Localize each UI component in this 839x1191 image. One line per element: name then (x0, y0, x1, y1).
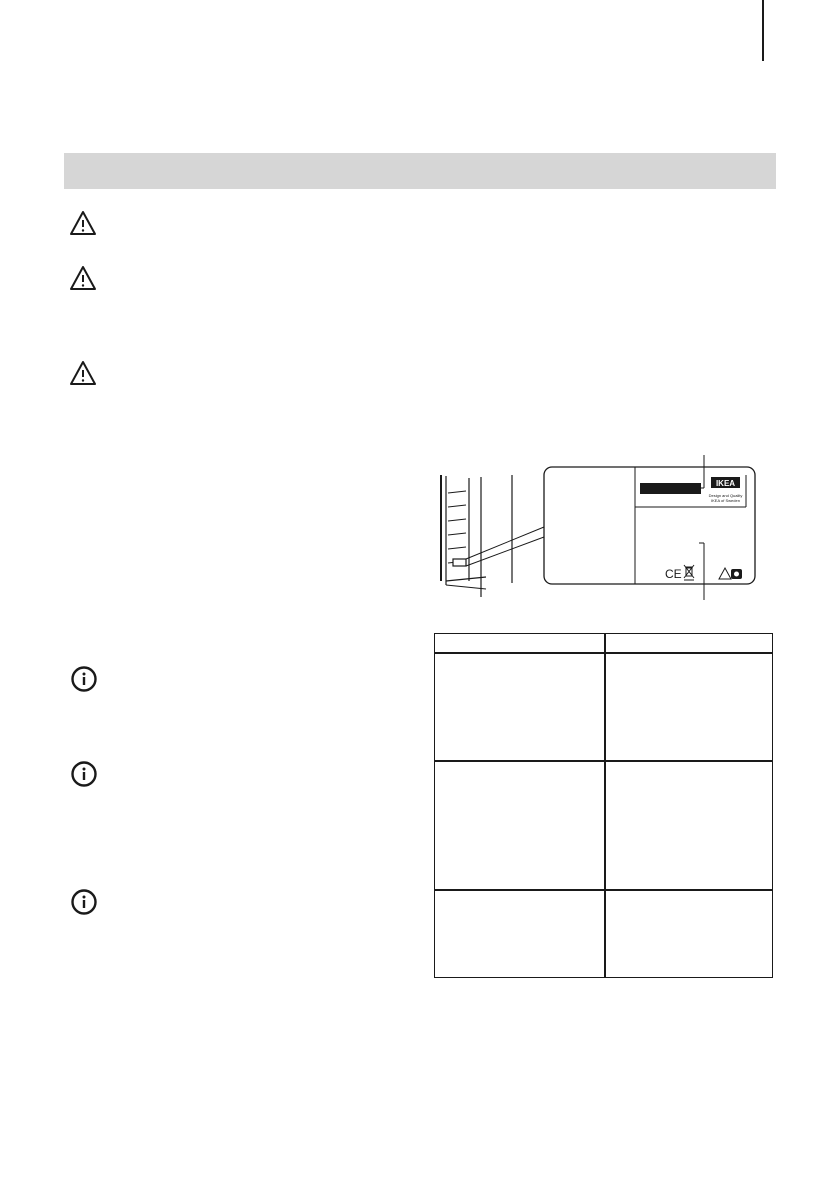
warning-triangle-icon (69, 360, 97, 388)
refrigerant-mark-icon (731, 569, 742, 579)
warning-triangle-icon (69, 210, 97, 238)
svg-text:IKEA: IKEA (715, 479, 736, 488)
info-circle-icon (70, 760, 98, 788)
section-header-bar (64, 153, 776, 189)
svg-text:CE: CE (665, 567, 682, 581)
info-circle-icon (70, 888, 98, 916)
rating-plate-illustration (434, 455, 774, 600)
crop-mark (762, 0, 764, 61)
svg-text:Design and Quality: Design and Quality (708, 493, 743, 498)
svg-text:IKEA of Sweden: IKEA of Sweden (711, 498, 740, 503)
info-circle-icon (70, 665, 98, 693)
ce-mark-icon (665, 567, 682, 581)
warning-triangle-icon (69, 265, 97, 293)
plate-location-marker (453, 559, 466, 566)
spec-table (434, 633, 773, 978)
